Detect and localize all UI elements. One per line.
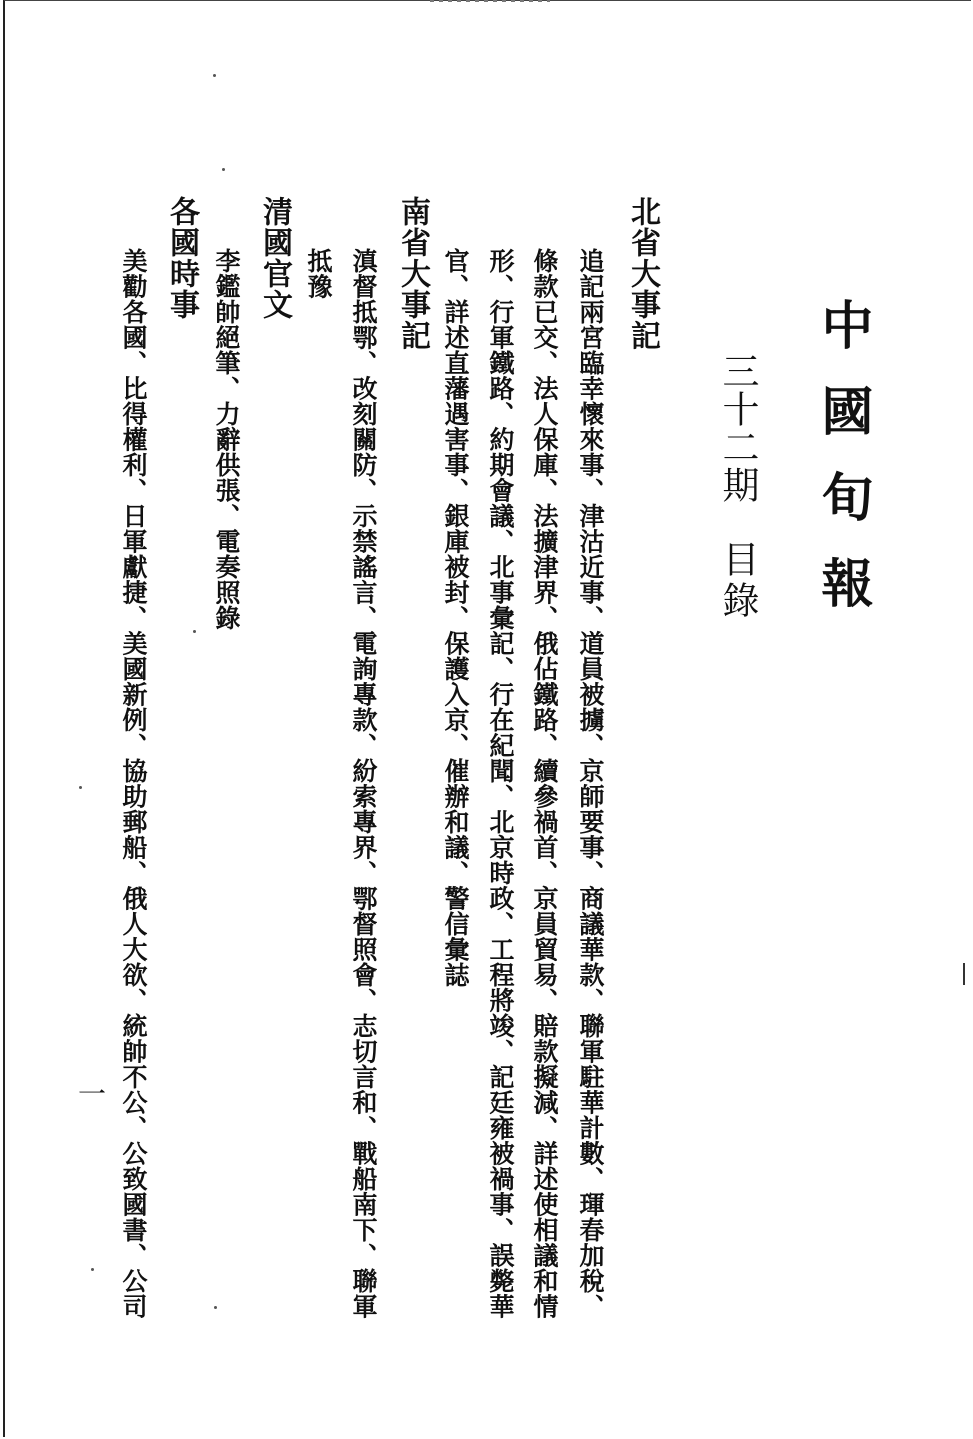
section-heading-world-affairs: 各國時事 (164, 196, 199, 320)
toc-entry-line: 追記兩宮臨幸懷來事、津沽近事、道員被擄、京師要事、商議華款、聯軍駐華計數、琿春加稅、 (576, 248, 605, 1319)
scan-speck (213, 74, 216, 77)
scan-speck (214, 1306, 217, 1309)
scan-speck (91, 1268, 94, 1271)
scan-edge-mark (963, 963, 965, 985)
contents-label: 目錄 (716, 540, 759, 622)
toc-entry-line: 形、行軍鐵路、約期會議、北事彙記、行在紀聞、北京時政、工程將竣、記廷雍被禍事、誤斃華 (486, 248, 515, 1319)
section-heading-qing-official: 清國官文 (257, 196, 292, 320)
scan-speck (79, 786, 82, 789)
scan-speck (193, 630, 196, 633)
section-heading-north: 北省大事記 (625, 196, 660, 351)
issue-number: 三十二期 (716, 352, 759, 504)
scan-speck (222, 168, 225, 171)
toc-entry-line: 官、詳述直藩遇害事、銀庫被封、保護入京、催辦和議、警信彙誌 (441, 248, 470, 988)
toc-entry-line: 抵豫 (304, 248, 333, 299)
toc-entry-line: 李鑑帥絕筆、力辭供張、電奏照錄 (212, 248, 241, 631)
scan-edge-artifact (430, 0, 550, 2)
section-heading-south: 南省大事記 (395, 196, 430, 351)
page-number: 一 (74, 1079, 107, 1107)
toc-entry-line: 條款已交、法人保庫、法擴津界、俄佔鐵路、續參禍首、京員貿易、賠款擬減、詳述使相議和情 (530, 248, 559, 1319)
toc-entry-line: 美勸各國、比得權利、日軍獻捷、美國新例、協助郵船、俄人大欲、統帥不公、公致國書、公司 (119, 248, 148, 1319)
magazine-title: 中國旬報 (812, 298, 873, 642)
toc-entry-line: 滇督抵鄂、改刻關防、示禁謠言、電詢專款、紛索專界、鄂督照會、志切言和、戰船南下、聯軍 (349, 248, 378, 1319)
